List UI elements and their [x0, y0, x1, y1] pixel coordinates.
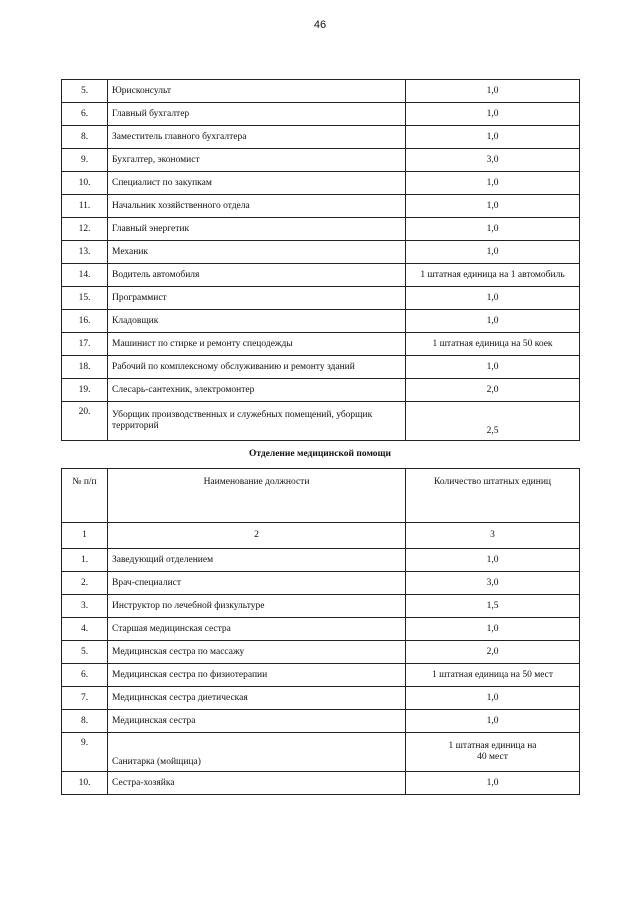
- position-name: Кладовщик: [108, 310, 406, 333]
- row-number: 19.: [62, 379, 108, 402]
- row-number: 5.: [62, 641, 108, 664]
- row-number: 1.: [62, 549, 108, 572]
- row-number: 9.: [62, 733, 108, 772]
- staff-units: 1,0: [406, 103, 580, 126]
- staffing-table-continued: [61, 79, 580, 441]
- row-number: 3.: [62, 595, 108, 618]
- position-name: Механик: [108, 241, 406, 264]
- position-name: Начальник хозяйственного отдела: [108, 195, 406, 218]
- position-name: Сестра-хозяйка: [108, 772, 406, 795]
- table-row: [62, 733, 580, 772]
- position-name: Инструктор по лечебной физкультуре: [108, 595, 406, 618]
- table-row: [62, 664, 580, 687]
- row-number: 10.: [62, 772, 108, 795]
- row-number: 7.: [62, 687, 108, 710]
- row-number: 17.: [62, 333, 108, 356]
- staffing-table-medical: [61, 468, 580, 795]
- section-title: Отделение медицинской помощи: [248, 449, 392, 459]
- staff-units: 1,0: [406, 218, 580, 241]
- row-number: 14.: [62, 264, 108, 287]
- row-number: 6.: [62, 664, 108, 687]
- page-number: 46: [313, 19, 327, 31]
- row-number: 6.: [62, 103, 108, 126]
- position-name: Старшая медицинская сестра: [108, 618, 406, 641]
- staff-units: 1,0: [406, 687, 580, 710]
- position-name: Водитель автомобиля: [108, 264, 406, 287]
- row-number: 10.: [62, 172, 108, 195]
- row-number: 18.: [62, 356, 108, 379]
- position-name: Медицинская сестра диетическая: [108, 687, 406, 710]
- staff-units: 3,0: [406, 149, 580, 172]
- position-name: Бухгалтер, экономист: [108, 149, 406, 172]
- row-number: 2.: [62, 572, 108, 595]
- table-row: [62, 126, 580, 149]
- table-row: [62, 218, 580, 241]
- column-number: 1: [62, 523, 108, 549]
- position-name: Медицинская сестра по физиотерапии: [108, 664, 406, 687]
- staff-units: 1,0: [406, 172, 580, 195]
- table-row: [62, 80, 580, 103]
- table-row: [62, 333, 580, 356]
- column-number: 3: [406, 523, 580, 549]
- table-row: [62, 264, 580, 287]
- position-name: Слесарь-сантехник, электромонтер: [108, 379, 406, 402]
- row-number: 11.: [62, 195, 108, 218]
- staff-units: 2,0: [406, 379, 580, 402]
- table-row: [62, 595, 580, 618]
- table-row: [62, 172, 580, 195]
- table-row: [62, 310, 580, 333]
- row-number: 8.: [62, 126, 108, 149]
- table-row: [62, 618, 580, 641]
- row-number: 8.: [62, 710, 108, 733]
- staff-units: 1,0: [406, 241, 580, 264]
- staff-units: 2,0: [406, 641, 580, 664]
- table-row: [62, 287, 580, 310]
- column-header-position: Наименование должности: [108, 469, 406, 523]
- table-row: [62, 103, 580, 126]
- staff-units: 1,0: [406, 356, 580, 379]
- row-number: 16.: [62, 310, 108, 333]
- position-name: Рабочий по комплексному обслуживанию и ремонту зданий: [108, 356, 406, 379]
- table-row: [62, 772, 580, 795]
- staff-units: 1,0: [406, 618, 580, 641]
- table-row: [62, 402, 580, 441]
- staff-units: 1,0: [406, 549, 580, 572]
- column-header-number: № п/п: [62, 469, 108, 523]
- staff-units: 1,0: [406, 310, 580, 333]
- staff-units: 1 штатная единица на 50 коек: [406, 333, 580, 356]
- staff-units: 3,0: [406, 572, 580, 595]
- position-name: Специалист по закупкам: [108, 172, 406, 195]
- table-row: [62, 687, 580, 710]
- column-number-row: [62, 523, 580, 549]
- position-name: Уборщик производственных и служебных помещений, уборщик территорий: [108, 402, 406, 441]
- staff-units: 2,5: [406, 402, 580, 441]
- staff-units: 1 штатная единица на 50 мест: [406, 664, 580, 687]
- position-name: Главный энергетик: [108, 218, 406, 241]
- row-number: 15.: [62, 287, 108, 310]
- row-number: 4.: [62, 618, 108, 641]
- row-number: 13.: [62, 241, 108, 264]
- staff-units: 1,0: [406, 195, 580, 218]
- position-name: Заместитель главного бухгалтера: [108, 126, 406, 149]
- table-row: [62, 356, 580, 379]
- staff-units: 1,0: [406, 80, 580, 103]
- position-name: Врач-специалист: [108, 572, 406, 595]
- column-header-units: Количество штатных единиц: [406, 469, 580, 523]
- table-row: [62, 379, 580, 402]
- table-row: [62, 572, 580, 595]
- row-number: 9.: [62, 149, 108, 172]
- position-name: Медицинская сестра по массажу: [108, 641, 406, 664]
- position-name: Главный бухгалтер: [108, 103, 406, 126]
- position-name: Машинист по стирке и ремонту спецодежды: [108, 333, 406, 356]
- position-name: Программист: [108, 287, 406, 310]
- row-number: 20.: [62, 402, 108, 441]
- table-row: [62, 149, 580, 172]
- row-number: 5.: [62, 80, 108, 103]
- staff-units: 1,0: [406, 710, 580, 733]
- table-header-row: [62, 469, 580, 523]
- table-row: [62, 195, 580, 218]
- staff-units: 1,0: [406, 287, 580, 310]
- position-name: Медицинская сестра: [108, 710, 406, 733]
- staff-units: 1 штатная единица на 1 автомобиль: [406, 264, 580, 287]
- row-number: 12.: [62, 218, 108, 241]
- staff-units: 1 штатная единица на 40 мест: [406, 733, 580, 772]
- table-row: [62, 710, 580, 733]
- staff-units: 1,0: [406, 772, 580, 795]
- staff-units: 1,5: [406, 595, 580, 618]
- staff-units: 1,0: [406, 126, 580, 149]
- position-name: Санитарка (мойщица): [108, 733, 406, 772]
- table-row: [62, 641, 580, 664]
- table-row: [62, 549, 580, 572]
- position-name: Юрисконсульт: [108, 80, 406, 103]
- table-row: [62, 241, 580, 264]
- column-number: 2: [108, 523, 406, 549]
- position-name: Заведующий отделением: [108, 549, 406, 572]
